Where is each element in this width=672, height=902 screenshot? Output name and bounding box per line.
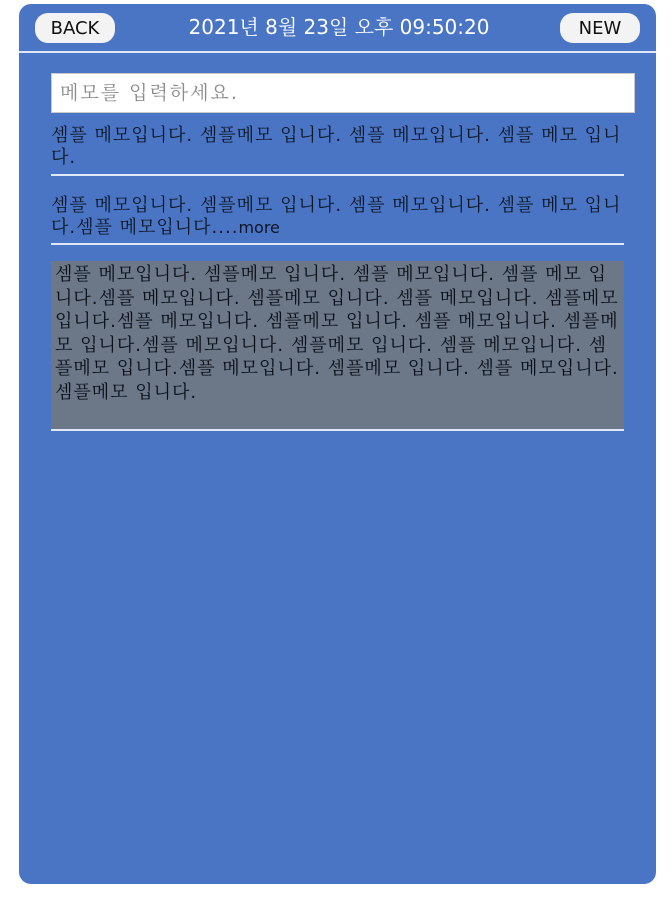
memo-text: 셈플 메모입니다. 셈플메모 입니다. 셈플 메모입니다. 셈플 메모 입니다. <box>51 125 622 168</box>
memo-input[interactable] <box>51 73 635 113</box>
current-datetime: 2021년 8월 23일 오후 09:50:20 <box>188 15 490 39</box>
memo-item[interactable] <box>51 125 624 169</box>
memo-text: 셈플 메모입니다. 셈플메모 입니다. 셈플 메모입니다. 셈플 메모 입니다.셈플 메모입니다.... <box>51 195 622 238</box>
back-button[interactable]: BACK <box>35 13 115 43</box>
memo-divider <box>51 174 624 176</box>
header-bar <box>19 4 656 51</box>
memo-divider <box>51 429 624 431</box>
header-divider <box>19 51 656 53</box>
new-memo-button[interactable]: NEW <box>560 13 640 43</box>
memo-divider <box>51 243 624 245</box>
memo-text: 셈플 메모입니다. 셈플메모 입니다. 셈플 메모입니다. 셈플 메모 입니다.셈플 메모입니다. 셈플메모 입니다. 셈플 메모입니다. 셈플메모 입니다.셈플 메모입니다. 셈플메모 입니다. 셈플 메모입니다. 셈플메모 입니다.셈플 메모입니다. 셈플메모 입니다. 셈플 메모입니다. 셈플메모 입니다.셈플 메모입니다. 셈플메모 입니다. 셈플 메모입니다. 셈플메모 입니다. <box>55 264 619 403</box>
memo-app-window <box>19 4 656 884</box>
memo-item[interactable] <box>51 195 624 239</box>
more-link[interactable]: more <box>238 218 280 237</box>
memo-item-selected[interactable] <box>51 261 624 429</box>
